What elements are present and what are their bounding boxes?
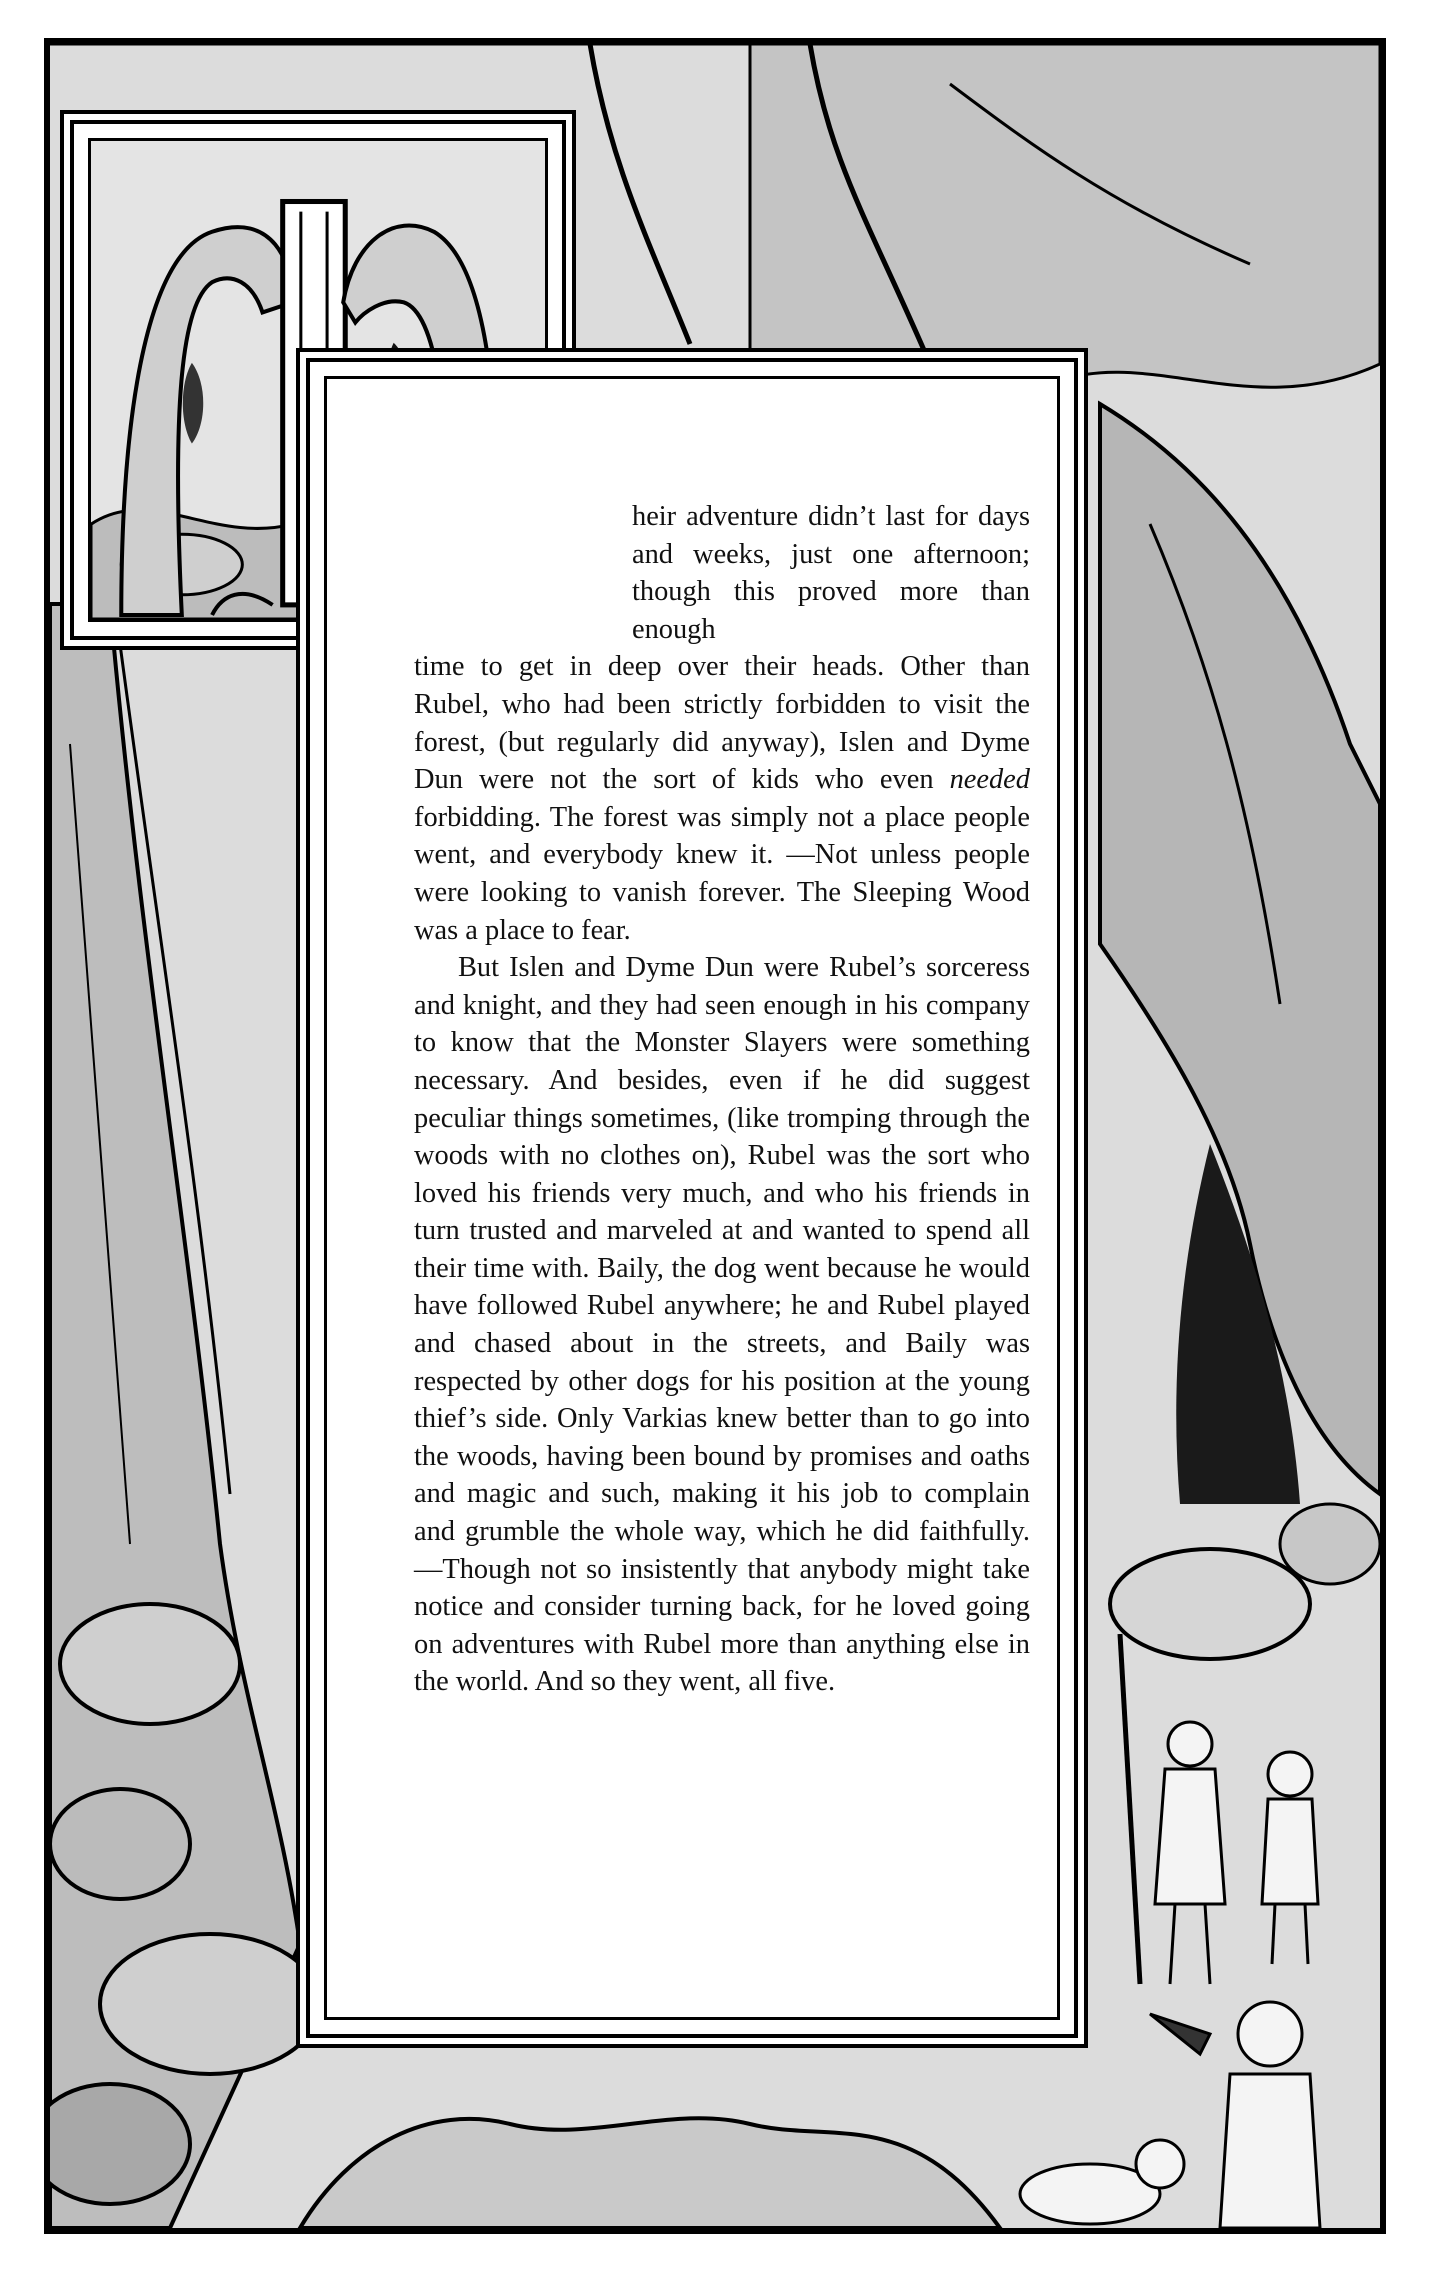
story-paragraph-1 — [414, 498, 1030, 949]
story-paragraph-2: But Islen and Dyme Dun were Rubel’s sorceress and knight, and they had seen enough in his company to know that the Monster Slayers were something necessary. And besides, even if he did suggest peculiar things sometimes, (like tromping through the woods with no clothes on), Rubel was the sort who loved his friends very much, and who his friends in turn trusted and marveled at and wanted to spend all their time with. Baily, the dog went because he would have followed Rubel anywhere; he and Rubel played and chased about in the streets, and Baily was respected by other dogs for his position at the young thief’s side. Only Varkias knew better than to go into the woods, having been bound by promises and oaths and magic and such, making it his job to complain and grumble the whole way, which he did faithfully. —Though not so insistently that anybody might take notice and consider turning back, for he loved going on adventures with Rubel more than anything else in the world. And so they went, all five. — [414, 952, 1030, 1698]
paragraph-1-rest-a: time to get in deep over their heads. Other than Rubel, who had been strictly forbidden to visit the forest, (but regularly did anyway), Islen and Dyme Dun were not the sort of kids who even — [414, 651, 1030, 796]
paragraph-1-lead: heir adventure didn’t last for days and weeks, just one afternoon; though this proved more than enough — [632, 501, 1030, 645]
paragraph-1-rest-b: forbidding. The forest was simply not a place people went, and everybody knew it. —Not unless people were looking to vanish forever. The Sleeping Wood was a place to fear. — [414, 801, 1030, 946]
story-body — [414, 498, 1030, 1701]
paragraph-1-emphasis: needed — [949, 764, 1030, 796]
